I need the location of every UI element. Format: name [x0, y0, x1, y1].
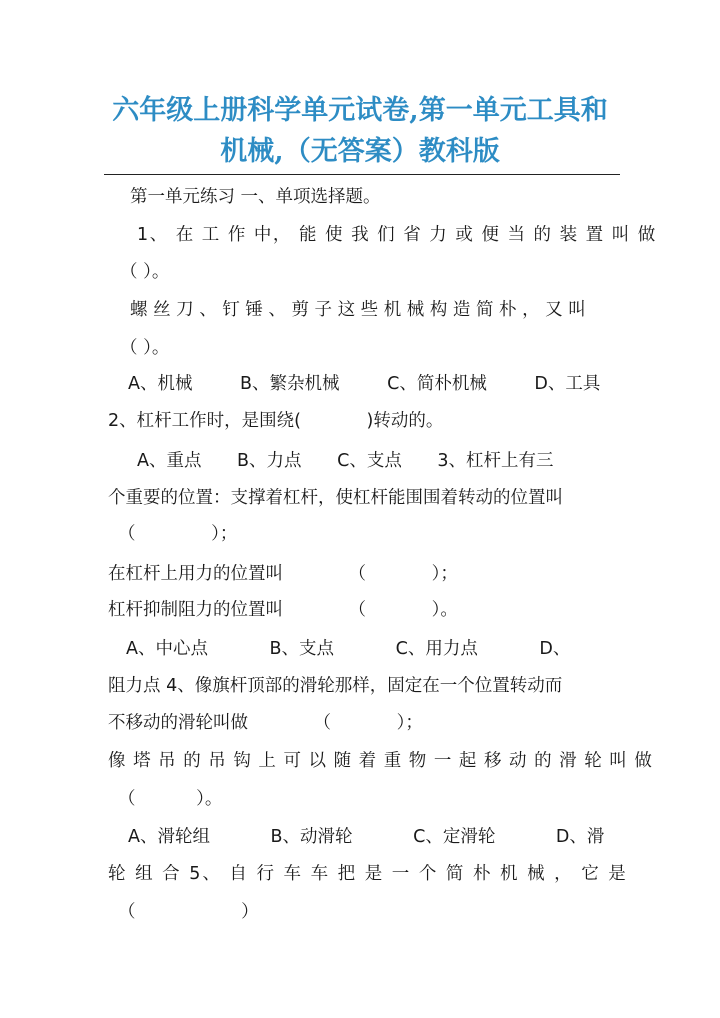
question-1-followup-line: 螺 丝 刀 、 钉 锤 、 剪 子 这 些 机 械 构 造 简 朴 ， 又 叫 [130, 300, 586, 320]
question-4-answer-blank: （ ）。 [118, 789, 223, 809]
question-5-answer-blank: （ ） [118, 902, 259, 922]
question-3-answer-blank: （ ）； [118, 524, 238, 544]
question-1-followup-answer-blank [120, 336, 169, 360]
question-3-effort-point-line: 在杠杆上用力的位置叫 （ ）； [108, 564, 458, 584]
section-heading: 第一单元练习 一、单项选择题。 [130, 187, 381, 207]
question-5-line: 轮 组 合 5、 自 行 车 车 把 是 一 个 简 朴 机 械 ， 它 是 [108, 864, 628, 884]
answer-blank: （ ）。 [120, 262, 170, 282]
question-4-fixed-pulley-line: 不移动的滑轮叫做 （ ）； [108, 713, 423, 733]
question-1-answer-blank [120, 260, 169, 284]
question-2-line: 2、杠杆工作时，是围绕( )转动的。 [108, 411, 444, 431]
question-2-options-and-question-3: A、重点 B、力点 C、支点 3、杠杆上有三 [137, 451, 554, 471]
question-1-options: A、机械 B、繁杂机械 C、简朴机械 D、工具 [128, 374, 601, 394]
answer-blank: （ ）。 [120, 338, 170, 358]
question-4-options: A、滑轮组 B、动滑轮 C、定滑轮 D、滑 [128, 827, 605, 847]
question-3-resistance-point-line: 杠杆抑制阻力的位置叫 （ ）。 [108, 600, 458, 620]
title-divider [104, 174, 620, 175]
question-1-line: 1、 在 工 作 中， 能 使 我 们 省 力 或 便 当 的 装 置 叫 做 [137, 225, 657, 245]
question-3-line: 个重要的位置：支撑着杠杆，使杠杆能围围着转动的位置叫 [108, 488, 563, 508]
question-4-movable-pulley-line: 像 塔 吊 的 吊 钩 上 可 以 随 着 重 物 一 起 移 动 的 滑 轮 叫 做 [108, 751, 653, 771]
question-4-line: 阻力点 4、像旗杆顶部的滑轮那样，固定在一个位置转动而 [108, 676, 563, 696]
document-title-line-2: 机械,（无答案）教科版 [220, 136, 500, 167]
question-3-options: A、中心点 B、支点 C、用力点 D、 [126, 639, 571, 659]
document-title-line-1: 六年级上册科学单元试卷,第一单元工具和 [112, 95, 608, 126]
